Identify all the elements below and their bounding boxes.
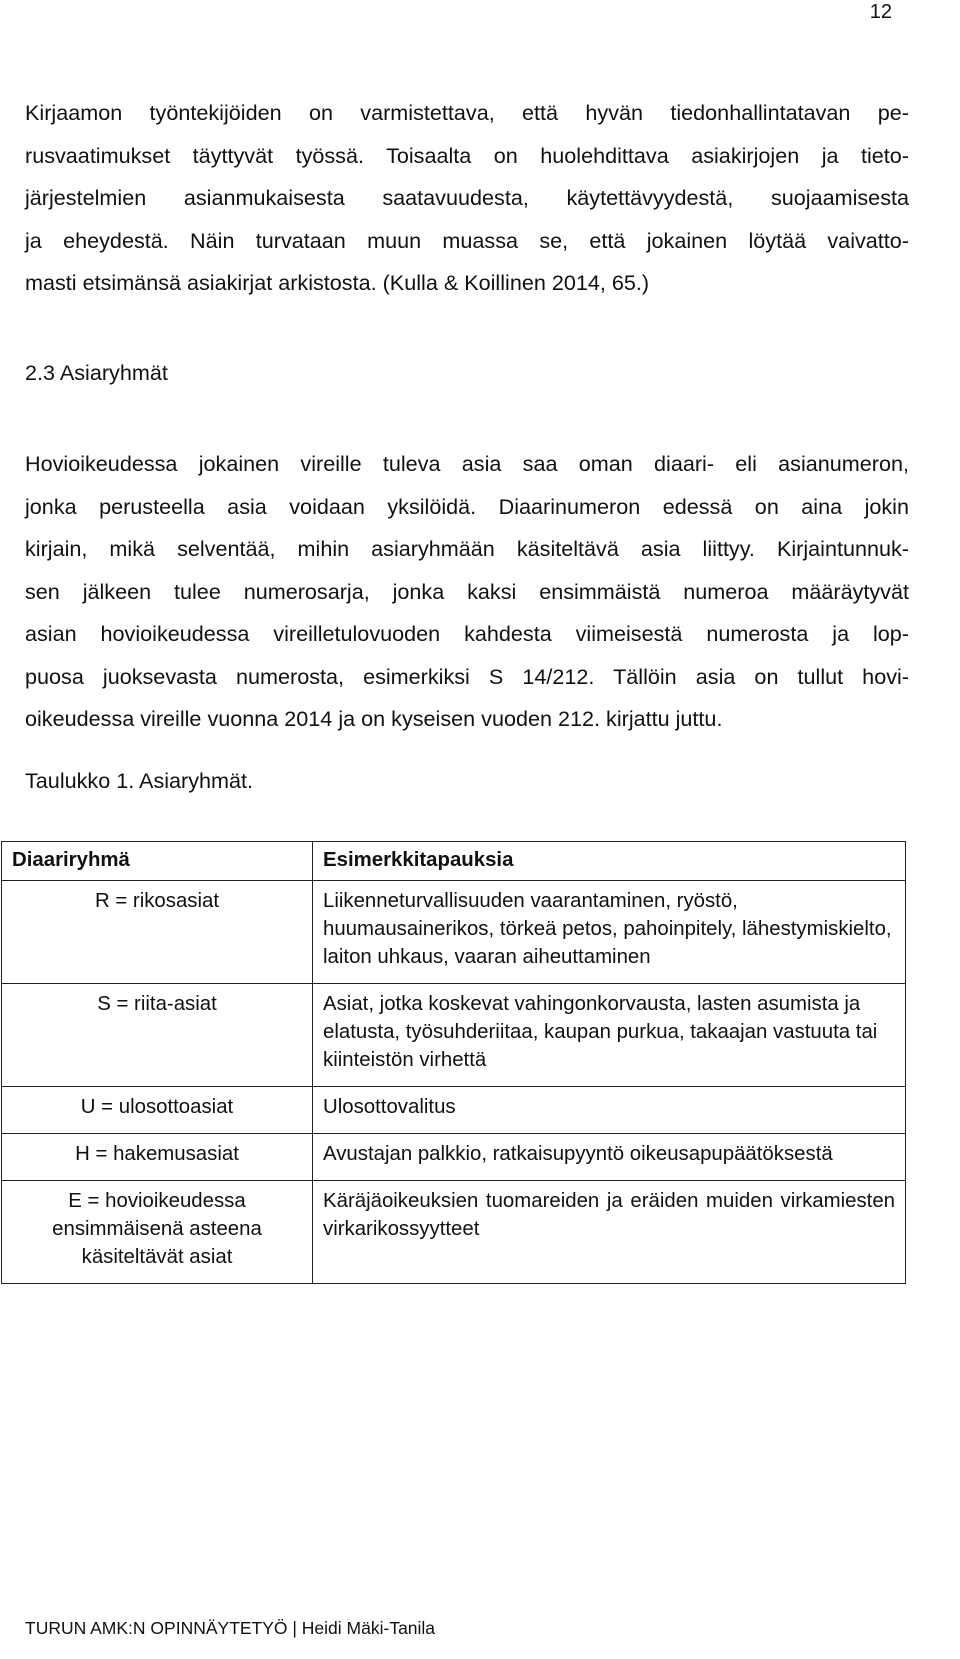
paragraph-line: Hovioikeudessa jokainen vireille tuleva asia saa oman diaari- eli asianumeron, — [25, 451, 909, 476]
paragraph-line: asian hovioikeudessa vireilletulovuoden kahdesta viimeisestä numerosta ja lop- — [25, 621, 909, 646]
table-cell-group: H = hakemusasiat — [2, 1134, 313, 1181]
table-cell-examples: Liikenneturvallisuuden vaarantaminen, ryöstö, huumausainerikos, törkeä petos, pahoinpitely, lähestymiskielto, laiton uhkaus, vaaran aiheuttaminen — [313, 881, 906, 984]
section-heading: 2.3 Asiaryhmät — [25, 360, 168, 385]
page-number: 12 — [869, 1, 892, 23]
paragraph-line: rusvaatimukset täyttyvät työssä. Toisaalta on huolehdittava asiakirjojen ja tieto- — [25, 142, 909, 168]
header-diaariryhma: Diaariryhmä — [2, 842, 313, 881]
table-cell-examples: Asiat, jotka koskevat vahingonkorvausta, lasten asumista ja elatusta, työsuhderiitaa, kaupan purkua, takaajan vastuuta tai kiinteistön virhettä — [313, 984, 906, 1087]
asiaryhmat-table — [1, 841, 906, 1284]
table-row — [2, 1134, 906, 1181]
table-cell-group: S = riita-asiat — [2, 984, 313, 1087]
paragraph-line: kirjain, mikä selventää, mihin asiaryhmään käsiteltävä asia liittyy. Kirjaintunnuk- — [25, 536, 909, 561]
paragraph-line: masti etsimänsä asiakirjat arkistosta. (Kulla & Koillinen 2014, 65.) — [25, 270, 650, 295]
table-cell-examples: Käräjäoikeuksien tuomareiden ja eräiden muiden virkamiesten virkarikossyytteet — [313, 1181, 906, 1284]
table-caption: Taulukko 1. Asiaryhmät. — [25, 768, 254, 793]
paragraph-line: oikeudessa vireille vuonna 2014 ja on kyseisen vuoden 212. kirjattu juttu. — [25, 706, 723, 731]
table-cell-group: U = ulosottoasiat — [2, 1087, 313, 1134]
paragraph-line: ja eheydestä. Näin turvataan muun muassa se, että jokainen löytää vaivatto- — [25, 227, 909, 253]
paragraph-line: puosa juoksevasta numerosta, esimerkiksi S 14/212. Tällöin asia on tullut hovi- — [25, 663, 909, 689]
table-row — [2, 881, 906, 984]
table-header-row — [2, 842, 906, 881]
page-footer: TURUN AMK:N OPINNÄYTETYÖ | Heidi Mäki-Tanila — [25, 1618, 436, 1638]
table-cell-group: R = rikosasiat — [2, 881, 313, 984]
table-row — [2, 984, 906, 1087]
table-cell-group: E = hovioikeudessa ensimmäisenä asteena käsiteltävät asiat — [2, 1181, 313, 1284]
table-cell-examples: Avustajan palkkio, ratkaisupyyntö oikeusapupäätöksestä — [313, 1134, 906, 1181]
paragraph-line: sen jälkeen tulee numerosarja, jonka kaksi ensimmäistä numeroa määräytyvät — [25, 578, 909, 604]
paragraph-line: järjestelmien asianmukaisesta saatavuudesta, käytettävyydestä, suojaamisesta — [25, 185, 909, 210]
paragraph-line: jonka perusteella asia voidaan yksilöidä. Diaarinumeron edessä on aina jokin — [25, 493, 909, 519]
table-cell-examples: Ulosottovalitus — [313, 1087, 906, 1134]
paragraph-tiedonhallinta — [25, 92, 909, 305]
table-row — [2, 1181, 906, 1284]
paragraph-asiaryhmat — [25, 443, 909, 741]
paragraph-line: Kirjaamon työntekijöiden on varmistettava, että hyvän tiedonhallintatavan pe- — [25, 100, 909, 125]
table-row — [2, 1087, 906, 1134]
header-esimerkkitapauksia: Esimerkkitapauksia — [313, 842, 906, 881]
